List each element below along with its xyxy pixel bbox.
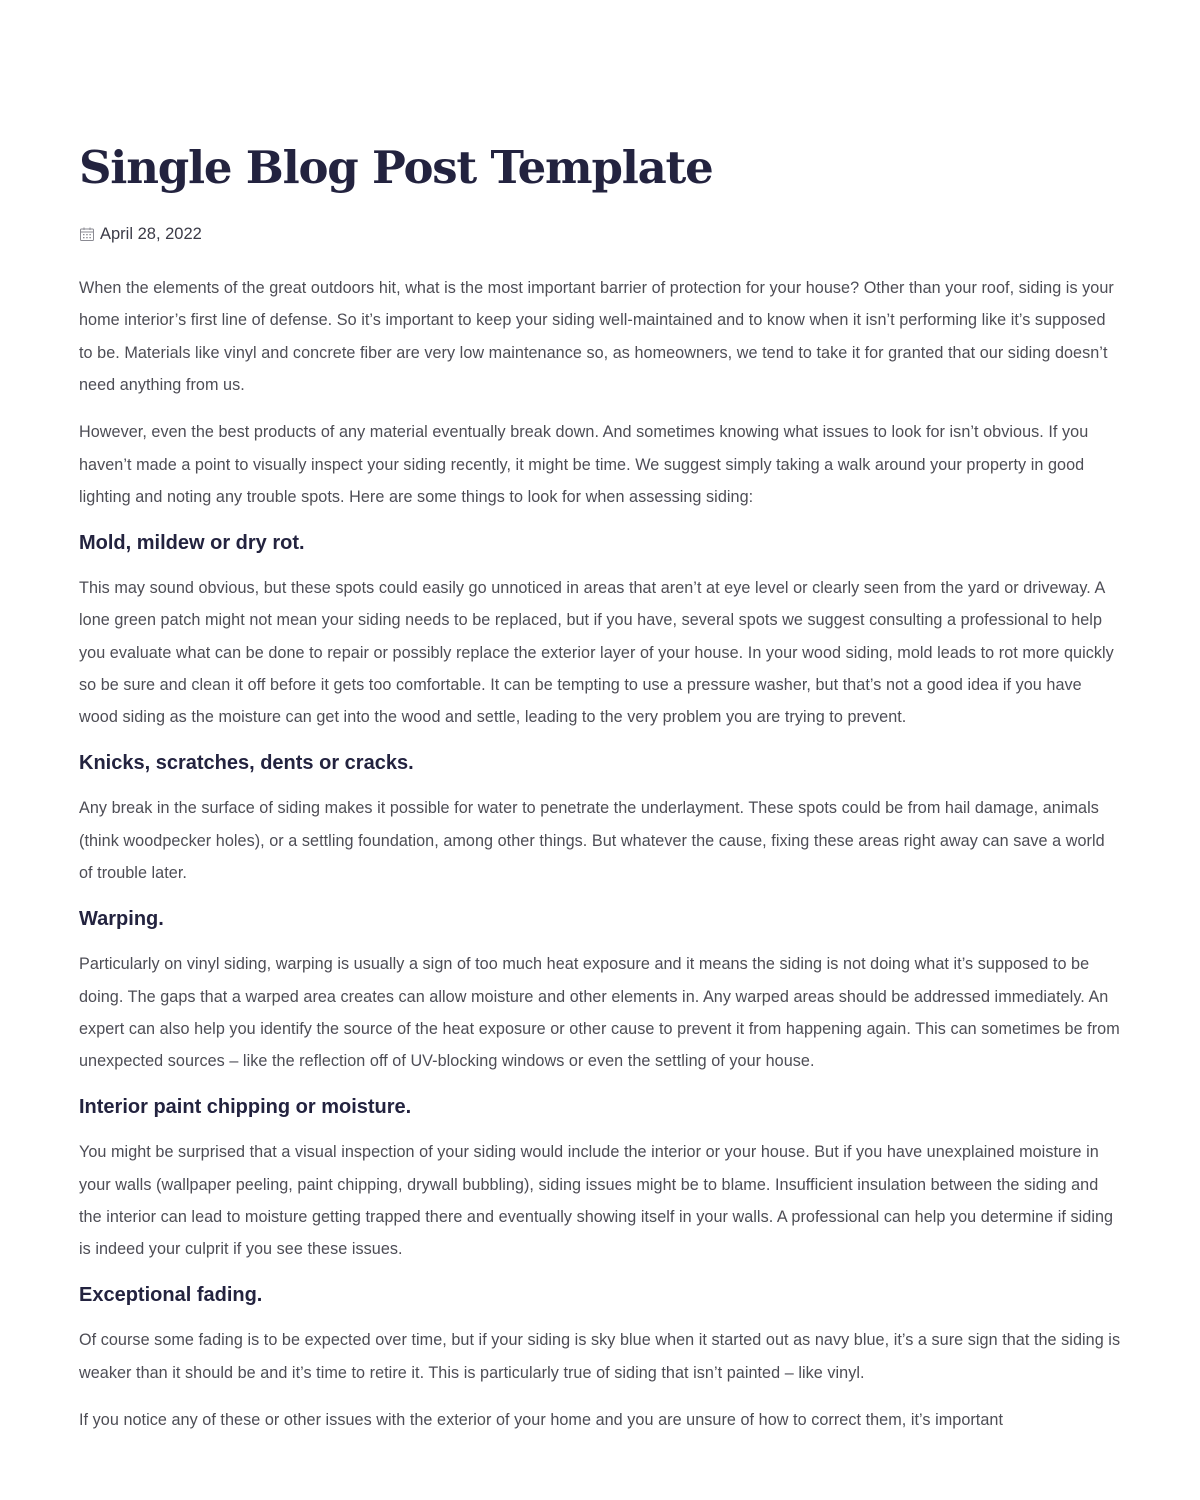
section-heading: Exceptional fading.: [79, 1284, 263, 1307]
closing-paragraph: If you notice any of these or other issues with the exterior of your home and you are unsure of how to correct them, it’s important: [79, 1410, 1004, 1429]
intro-paragraph: When the elements of the great outdoors hit, what is the most important barrier of protection for your house? Other than your roof, siding is your home interior’s first line of defense. So it’s important to keep your siding well-maintained and to know when it isn’t performing like it’s supposed to be. Materials like vinyl and concrete fiber are very low maintenance so, as homeowners, we tend to take it for granted that our siding doesn’t need anything from us.: [79, 279, 1114, 395]
section-paragraph: Any break in the surface of siding makes it possible for water to penetrate the underlayment. These spots could be from hail damage, animals (think woodpecker holes), or a settling foundation, among other things. But whatever the cause, fixing these areas right away can save a world of trouble later.: [79, 799, 1105, 883]
post-body: [79, 272, 1121, 1436]
section-paragraph: This may sound obvious, but these spots could easily go unnoticed in areas that aren’t at eye level or clearly seen from the yard or driveway. A lone green patch might not mean your siding needs to be replaced, but if you have, several spots we suggest consulting a professional to help you evaluate what can be done to repair or possibly replace the exterior layer of your house. In your wood siding, mold leads to rot more quickly so be sure and clean it off before it gets too comfortable. It can be tempting to use a pressure washer, but that’s not a good idea if you have wood siding as the moisture can get into the wood and settle, leading to the very problem you are trying to prevent.: [79, 578, 1114, 727]
section-paragraph: Of course some fading is to be expected over time, but if your siding is sky blue when it started out as navy blue, it’s a sure sign that the siding is weaker than it should be and it’s time to retire it. This is particularly true of siding that isn’t painted – like vinyl.: [79, 1331, 1121, 1382]
post-date: April 28, 2022: [100, 224, 202, 243]
section-heading: Warping.: [79, 908, 164, 931]
calendar-icon: [79, 226, 95, 242]
post-meta: [79, 222, 1121, 246]
blog-post: [79, 138, 1121, 1451]
intro-paragraph: However, even the best products of any material eventually break down. And sometimes knowing what issues to look for isn’t obvious. If you haven’t made a point to visually inspect your siding recently, it might be time. We suggest simply taking a walk around your property in good lighting and noting any trouble spots. Here are some things to look for when assessing siding:: [79, 423, 1089, 506]
section-heading: Mold, mildew or dry rot.: [79, 531, 305, 554]
section-paragraph: Particularly on vinyl siding, warping is usually a sign of too much heat exposure and it means the siding is not doing what it’s supposed to be doing. The gaps that a warped area creates can allow moisture and other elements in. Any warped areas should be addressed immediately. An expert can also help you identify the source of the heat exposure or other cause to prevent it from happening again. This can sometimes be from unexpected sources – like the reflection off of UV-blocking windows or even the settling of your house.: [79, 955, 1120, 1071]
section-heading: Interior paint chipping or moisture.: [79, 1096, 412, 1119]
section-heading: Knicks, scratches, dents or cracks.: [79, 752, 414, 775]
section-paragraph: You might be surprised that a visual inspection of your siding would include the interior or your house. But if you have unexplained moisture in your walls (wallpaper peeling, paint chipping, drywall bubbling), siding issues might be to blame. Insufficient insulation between the siding and the interior can lead to moisture getting trapped there and eventually showing itself in your walls. A professional can help you determine if siding is indeed your culprit if you see these issues.: [79, 1143, 1114, 1259]
post-title: Single Blog Post Template: [79, 141, 713, 194]
